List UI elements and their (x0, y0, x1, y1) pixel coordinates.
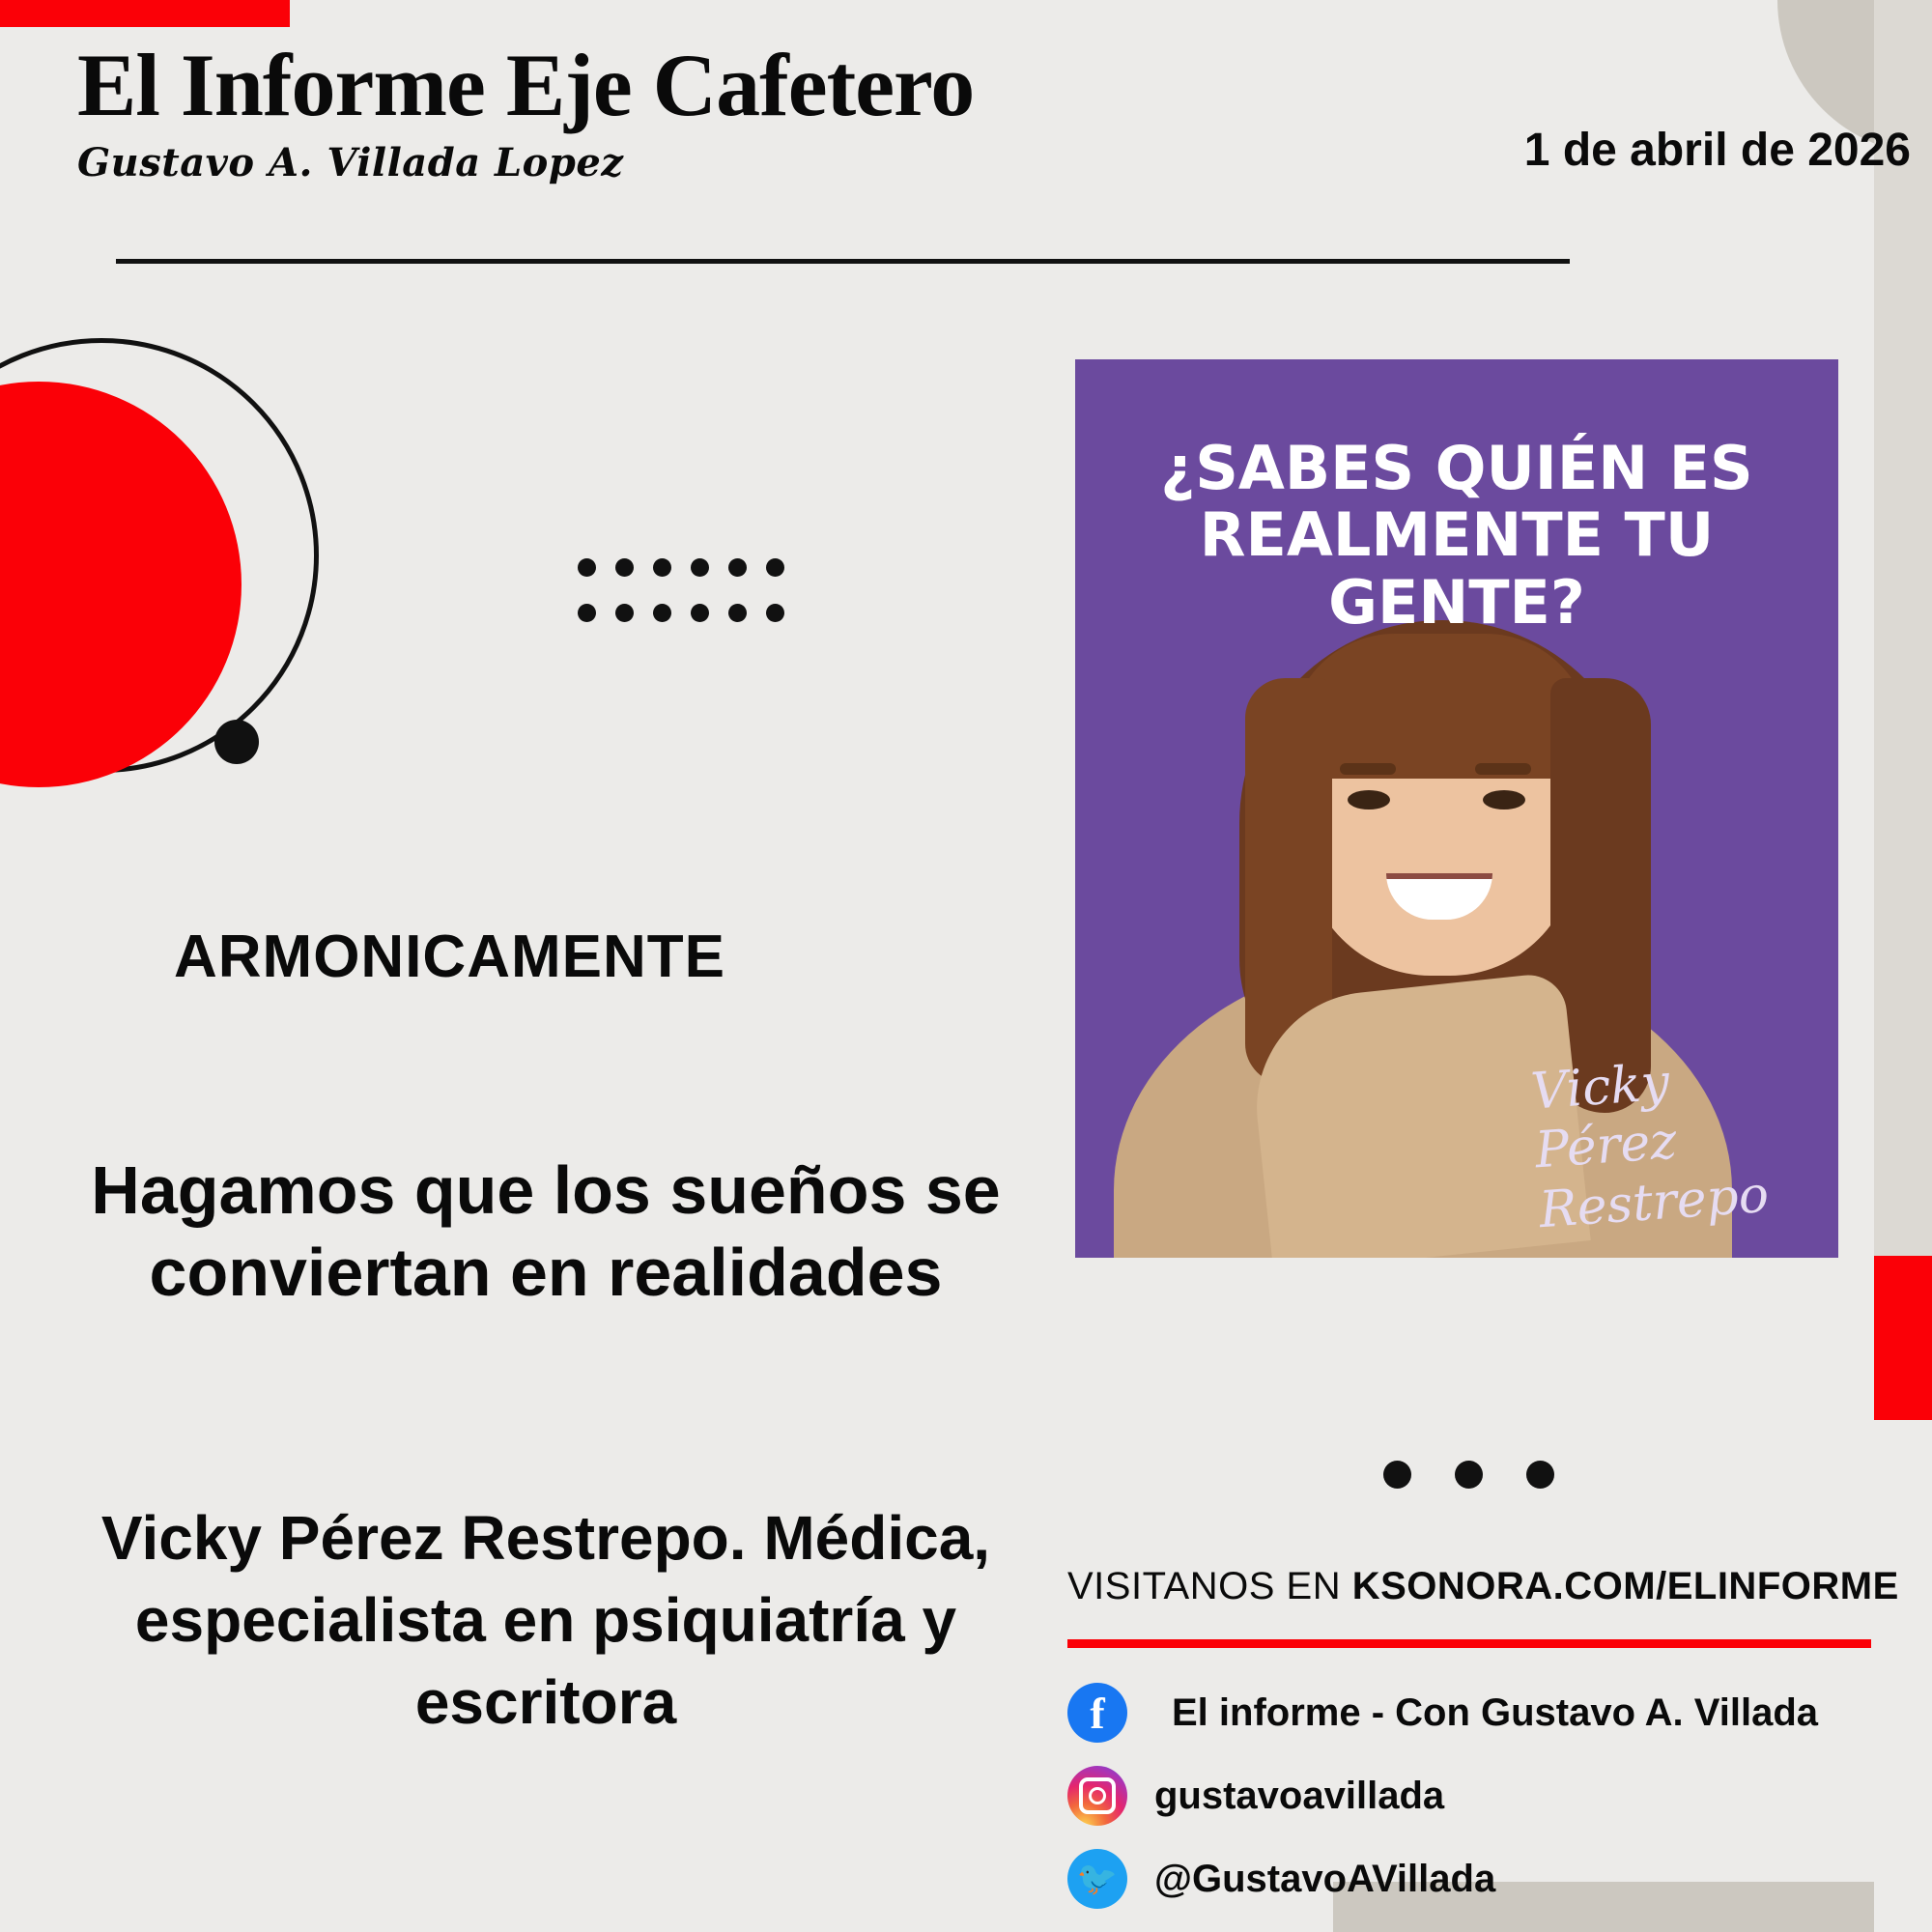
portrait-signature: Vicky Pérez Restrepo (1528, 1053, 1771, 1239)
publication-date: 1 de abril de 2026 (1523, 125, 1911, 176)
instagram-icon (1067, 1766, 1127, 1826)
visit-prefix: VISITANOS EN (1067, 1565, 1352, 1607)
twitter-handle: @GustavoAVillada (1154, 1857, 1496, 1900)
visit-line (1067, 1565, 1899, 1608)
header (77, 36, 1570, 185)
dot-grid-decoration (578, 558, 804, 649)
page-title: El Informe Eje Cafetero (77, 36, 975, 134)
social-row-facebook[interactable] (1067, 1671, 1889, 1754)
headline-text: Hagamos que los sueños se conviertan en realidades (91, 1152, 1001, 1311)
instagram-handle: gustavoavillada (1154, 1774, 1445, 1817)
guest-description: Vicky Pérez Restrepo. Médica, especialista en psiquiatría y escritora (100, 1503, 991, 1738)
social-row-twitter[interactable] (1067, 1837, 1889, 1920)
kicker-text: ARMONICAMENTE (174, 923, 725, 990)
facebook-handle: El informe - Con Gustavo A. Villada (1172, 1690, 1819, 1734)
twitter-icon: 🐦 (1067, 1849, 1127, 1909)
visit-url[interactable]: KSONORA.COM/ELINFORME (1351, 1565, 1899, 1607)
portrait-overlay-title: ¿SABES QUIÉN ES REALMENTE TU GENTE? (1160, 433, 1753, 638)
red-right-block-decoration (1874, 1256, 1932, 1420)
red-bar-decoration (0, 0, 290, 27)
social-links (1067, 1671, 1889, 1920)
header-divider (116, 259, 1570, 264)
author-byline: Gustavo A. Villada Lopez (77, 139, 624, 185)
three-dots-decoration (1383, 1461, 1554, 1489)
grey-right-strip-decoration (1874, 0, 1932, 1285)
orbit-dot-decoration (214, 720, 259, 764)
guest-portrait (1075, 359, 1838, 1258)
social-row-instagram[interactable] (1067, 1754, 1889, 1837)
facebook-icon: f (1067, 1683, 1127, 1743)
footer-divider (1067, 1639, 1871, 1648)
